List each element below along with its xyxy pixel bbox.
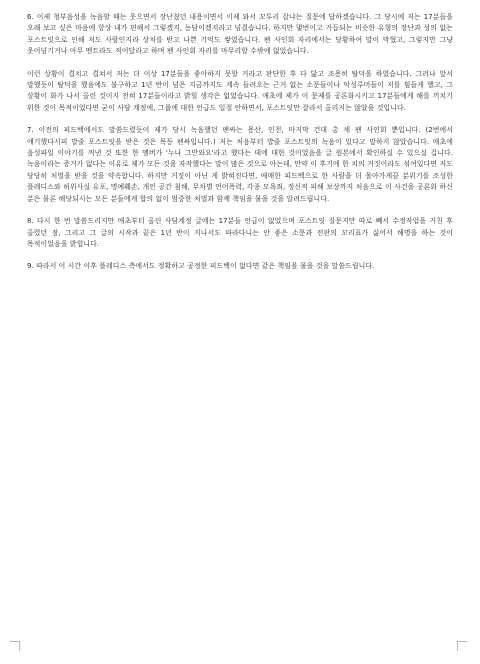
paragraph-7: 7. 이전의 피드백에서도 말씀드렸듯이 제가 당시 녹음했던 팬싸는 용산, 인천, 마지막 건대 총 세 팬 사인회 뿐입니다. (2번에서 얘기했다시피 밥줄 포스트잇을 받은 것은 목동 팬싸입니다.) 저는 처음부터 밥줄 포스트잇의 녹음이 있다고 말하지 않았습니다. 애초에 음성파일 이야기를 꺼낸 것 또한 한 멤버가 '누나 그만와요'라고 했다는 데에 대한 것이었음을 글 원본에서 확인하실 수 있으실 겁니다. 녹음이라는 증거가 없다는 이유로 제가 모든 것을 자작했다는 말이 많은 것으로 아는데, 만약 이 후기에 한 치의 거짓이라도 섞여있다면 저도 당당히 처벌을 받을 것을 약속합니다. 하지만 거짓이 아닌 게 밝혀진다면, 애매한 피드백으로 한 사람을 더 몰아가게끔 분위기를 조성한 플레디스와 허위사실 유포, 명예훼손, 개인 공간 침해, 무차별 언어폭력, 각종 모욕죄, 정신적 피해 보상까지 처음으로 이 사건을 공론화 하신 분은 물론 해당되시는 모든 분들에게 합의 없이 엄중한 처벌과 함께 책임을 물을 것을 알려드립니다. <box>27 126 453 203</box>
paragraph-gap <box>27 250 453 261</box>
paragraph-gap <box>27 114 453 125</box>
margin-corner-mark-left <box>10 641 20 651</box>
paragraph-9: 9. 따라서 이 시간 이후 플레디스 측에서도 정확하고 공정한 피드백이 없다면 같은 책임을 물을 것을 말씀드립니다. <box>27 262 375 271</box>
margin-corner-mark-right <box>457 641 467 651</box>
paragraph-gap <box>27 205 453 216</box>
paragraph-8: 8. 다시 한 번 말씀드리지만 애초부터 올린 사담계정 글에는 17분들 언급이 없었으며 포스트잇 질문지만 따로 빼서 수정작업을 거친 후 올렸던 점, 그리고 그 글의 시작과 끝은 1년 반이 지나서도 따라다니는 안 좋은 소문과 전판의 꼬리표가 싫어서 해명을 하는 것이 목적이었음을 밝힙니다. <box>27 217 453 248</box>
paragraph-gap <box>27 58 453 69</box>
paragraph-6-continued: 이런 상황이 겹치고 겹쳐서 저는 더 이상 17분들을 좋아하지 못할 거라고 판단한 후 다 닳고 조용히 탈덕을 하였습니다. 그러나 앞서 말했듯이 탈덕을 했음에도 불구하고 1년 반이 넘은 지금까지도 계속 들려오는 근거 없는 소문들이나 악성루머들이 저를 힘들게 했고, 그 상황이 화가 나서 올린 것이지 전혀 17분들이라고 밝힐 생각은 없었습니다. 애초에 제가 이 문제를 공론화시키고 17분들에게 해를 끼치기 위한 것이 목적이었다면 굳이 사담 계정에, 그룹에 대한 언급도 일절 안하면서, 포스트잇만 잘라서 올리지는 않았을 것입니다. <box>27 69 453 112</box>
paragraph-6: 6. 이제 청부음성을 녹음할 때는 웃으면서 장난쳤던 내용이면서 이제 와서 꼬투리 잡냐는 질문에 답하겠습니다. 그 당시에 저는 17분들을 오래 보고 싶은 마음에 항상 내가 편해서 그렇겠지, 농담이겠지라고 넘겼습니다. 하지만 몇번이고 거듭되는 비슷한 유형의 장난과 성의 없는 포스트잇으로 인해 저도 사람인지라 상처를 받고 나쁜 기억도 쌓였습니다. 팬 사인회 자리에서는 당황하여 말이 막혔고, 그렇지만 그냥 웃어넘기거나 아무 멘트라도 적어달라고 하며 팬 사인회 자리를 마무리할 수밖에 없었습니다. <box>27 13 453 56</box>
document-body <box>27 12 453 273</box>
